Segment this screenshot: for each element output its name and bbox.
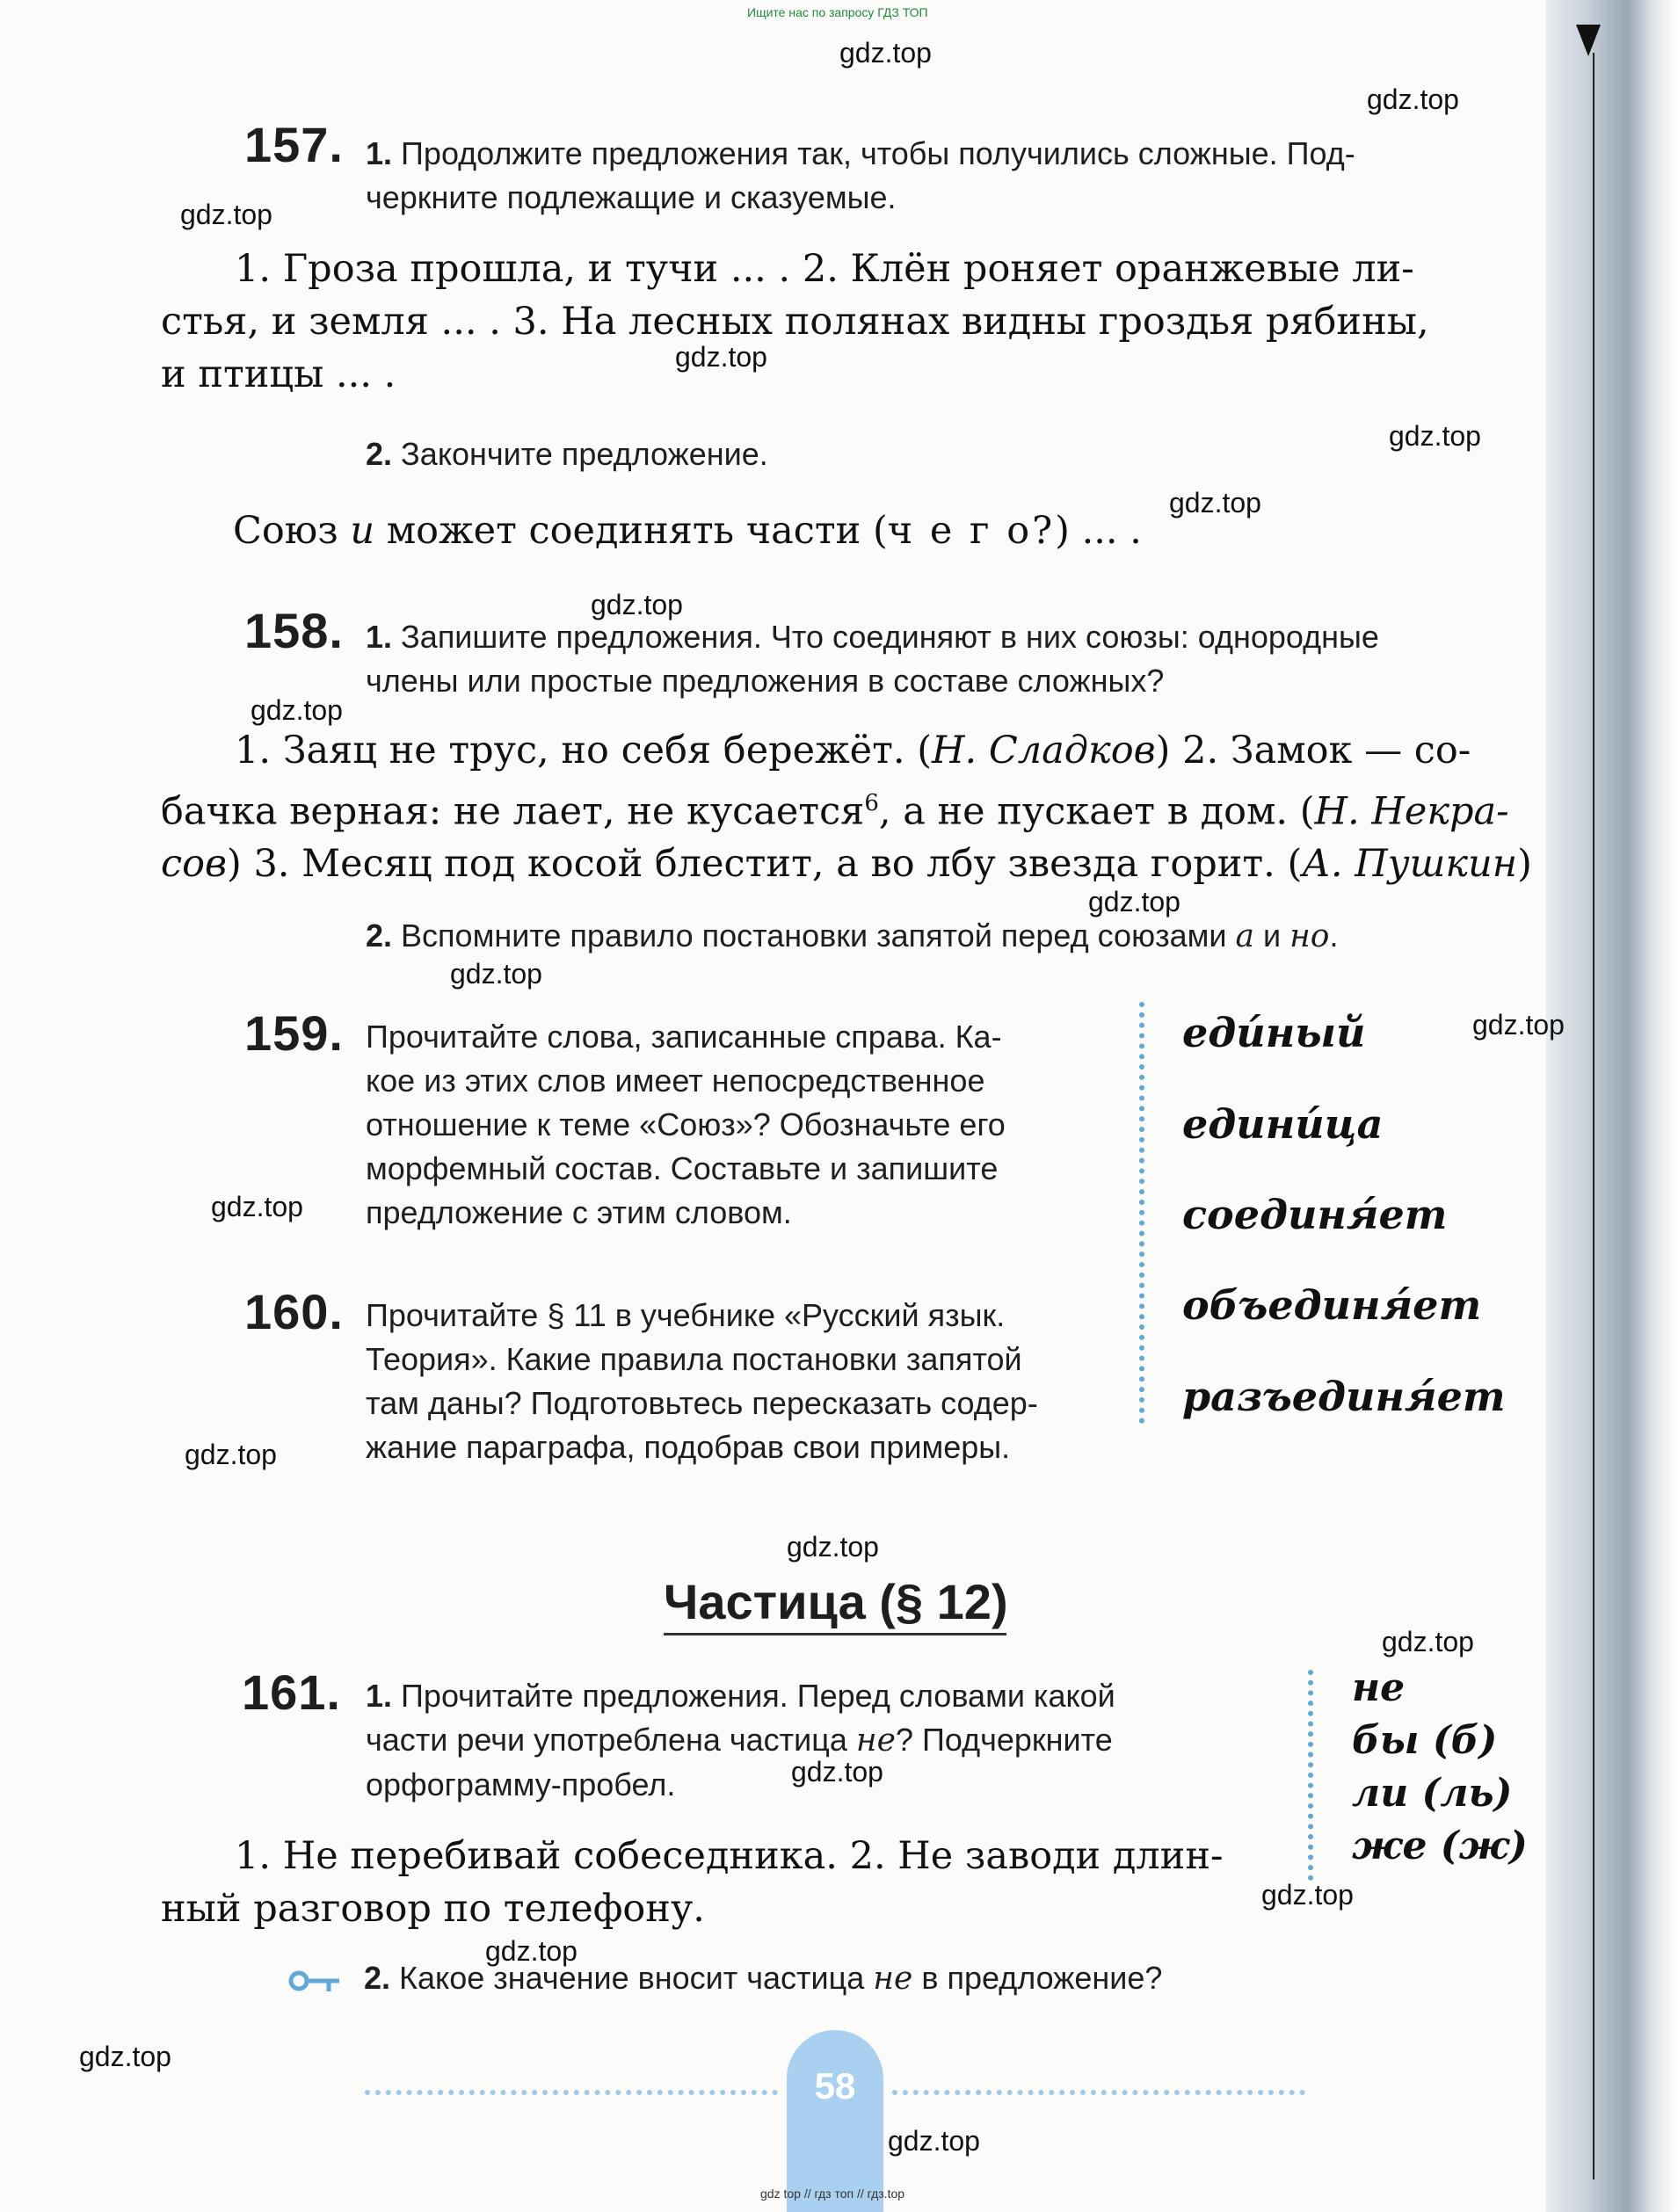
task-text: Запишите предложения. Что соединяют в них союзы: однородные	[401, 619, 1379, 655]
author: сов	[161, 842, 227, 887]
exercise-158-task-2	[366, 914, 1338, 959]
text-part: ) 3. Месяц под косой блестит, а во лбу звезда горит. (	[227, 842, 1303, 887]
text-line: 1. Не перебивай собеседника. 2. Не заводи длин-	[235, 1834, 1224, 1878]
task-text: отношение к теме «Союз»? Обозначьте его	[366, 1106, 1006, 1142]
text-line	[161, 777, 1532, 838]
exercise-number: 157.	[244, 117, 344, 172]
word-item: еди́ный	[1182, 1009, 1366, 1056]
section-title: Частица (§ 12)	[664, 1574, 1008, 1629]
word-item: объединя́ет	[1182, 1281, 1482, 1329]
task-number: 1.	[366, 1678, 393, 1714]
watermark: gdz.top	[211, 1191, 303, 1222]
exercise-158-task-1	[366, 615, 1517, 703]
task-text: Закончите предложение.	[401, 436, 768, 472]
exercise-number: 159.	[244, 1005, 344, 1061]
top-banner: Ищите нас по запросу ГДЗ ТОП	[747, 5, 928, 19]
author: Н. Сладков	[932, 729, 1156, 772]
key-icon	[288, 1965, 341, 1997]
task-text: но	[1289, 918, 1330, 954]
watermark: gdz.top	[1367, 83, 1459, 115]
text-line	[161, 724, 1532, 777]
text-part: , а не пускает в дом. (	[878, 789, 1315, 834]
bottom-note: gdz top // гдз топ // гдз.top	[760, 2187, 905, 2201]
task-text: Вспомните правило постановки запятой перед союзами	[401, 917, 1236, 954]
sentence-part: может соединять части (	[374, 509, 888, 553]
page-edge-line	[1593, 53, 1594, 2179]
task-text: Какое значение вносит частица	[399, 1960, 874, 1996]
task-text: Прочитайте слова, записанные справа. Ка-	[366, 1019, 1002, 1055]
watermark: gdz.top	[1389, 420, 1481, 452]
task-text: жание параграфа, подобрав свои примеры.	[366, 1429, 1011, 1465]
watermark: gdz.top	[1472, 1009, 1565, 1041]
watermark: gdz.top	[791, 1756, 883, 1788]
word-item: разъединя́ет	[1182, 1373, 1506, 1420]
watermark: gdz.top	[839, 37, 932, 69]
page-number-tab	[787, 2030, 883, 2212]
task-text: Прочитайте предложения. Перед словами какой	[401, 1678, 1115, 1714]
text-part: )	[1517, 842, 1532, 887]
corner-mark	[1576, 25, 1601, 56]
watermark: gdz.top	[888, 2125, 980, 2157]
task-number: 2.	[366, 917, 393, 954]
page-edge-shadow	[1546, 0, 1678, 2212]
task-text: орфограмму-пробел.	[366, 1766, 676, 1802]
task-text: не	[855, 1722, 896, 1759]
text-line: 1. Гроза прошла, и тучи ... . 2. Клён роняет оранжевые ли-	[235, 247, 1414, 291]
exercise-160-task	[366, 1294, 1104, 1469]
word-item: едини́ца	[1182, 1100, 1384, 1148]
exercise-number: 158.	[244, 603, 344, 658]
text-line	[161, 838, 1532, 890]
task-text: и	[1253, 917, 1290, 954]
task-text: Продолжите предложения так, чтобы получились сложные. Под-	[401, 135, 1355, 171]
exercise-161-text	[161, 1830, 1286, 1935]
exercise-161-task-1	[366, 1674, 1260, 1807]
watermark: gdz.top	[180, 199, 272, 230]
watermark: gdz.top	[1261, 1879, 1354, 1911]
watermark: gdz.top	[450, 958, 542, 990]
exercise-161-task-2	[364, 1956, 1162, 2001]
watermark: gdz.top	[1169, 487, 1261, 519]
task-number: 2.	[366, 436, 393, 472]
task-text: не	[873, 1961, 913, 1997]
task-number: 2.	[364, 1960, 391, 1996]
exercise-157-sentence	[233, 504, 1142, 557]
text-line: и птицы ... .	[161, 352, 396, 396]
watermark: gdz.top	[787, 1531, 879, 1563]
exercise-159-task	[366, 1015, 1104, 1235]
sentence-part: ) ... .	[1055, 509, 1142, 553]
exercise-157-task-2	[366, 432, 768, 476]
sentence-part: ч е г о?	[887, 509, 1056, 553]
exercise-157-text	[161, 243, 1523, 401]
task-line	[366, 1718, 1260, 1763]
watermark: gdz.top	[485, 1935, 577, 1967]
watermark: gdz.top	[675, 341, 767, 373]
text-line: ный разговор по телефону.	[161, 1887, 705, 1931]
footnote-mark: 6	[864, 790, 879, 816]
task-text: Теория». Какие правила постановки запятой	[366, 1341, 1022, 1377]
task-text: кое из этих слов имеет непосредственное	[366, 1062, 985, 1099]
watermark: gdz.top	[251, 694, 343, 726]
particle-item: не	[1352, 1665, 1406, 1710]
watermark: gdz.top	[185, 1439, 277, 1470]
author: Н. Некра-	[1314, 789, 1509, 834]
particle-item: ли (ль)	[1352, 1771, 1513, 1816]
text-part: ) 2. Замок — со-	[1155, 729, 1471, 772]
footer-dotted-line	[892, 2090, 1305, 2100]
task-text: члены или простые предложения в составе сложных?	[366, 663, 1165, 699]
exercise-number: 161.	[242, 1664, 341, 1720]
task-text: черкните подлежащие и сказуемые.	[366, 179, 897, 215]
task-text: а	[1235, 918, 1254, 954]
watermark: gdz.top	[591, 589, 683, 620]
dotted-divider	[1139, 1002, 1150, 1424]
footer-dotted-line	[365, 2090, 778, 2100]
author: А. Пушкин	[1302, 842, 1518, 887]
dotted-divider	[1308, 1670, 1318, 1881]
particle-item: бы (б)	[1352, 1718, 1498, 1763]
title-underline	[664, 1633, 1006, 1635]
task-line	[366, 1674, 1260, 1718]
text-part: бачка верная: не лает, не кусается	[161, 789, 865, 834]
task-text: морфемный состав. Составьте и запишите	[366, 1150, 999, 1186]
page-number: 58	[814, 2065, 856, 2107]
task-text: предложение с этим словом.	[366, 1194, 792, 1230]
task-text: ? Подчеркните	[895, 1722, 1113, 1758]
text-part: 1. Заяц не трус, но себя бережёт. (	[235, 729, 933, 772]
exercise-number: 160.	[244, 1284, 344, 1339]
task-text: части речи употреблена частица	[366, 1722, 856, 1758]
task-number: 1.	[366, 135, 393, 171]
watermark: gdz.top	[1382, 1626, 1474, 1657]
word-item: соединя́ет	[1182, 1191, 1448, 1238]
task-text: в предложение?	[912, 1960, 1163, 1996]
task-number: 1.	[366, 619, 393, 655]
text-line: стья, и земля ... . 3. На лесных полянах видны гроздья рябины,	[161, 300, 1429, 344]
task-text: там даны? Подготовьтесь пересказать содер-	[366, 1385, 1038, 1421]
particle-item: же (ж)	[1352, 1824, 1528, 1868]
task-text: .	[1329, 917, 1339, 954]
watermark: gdz.top	[79, 2041, 171, 2072]
sentence-part: и	[350, 509, 375, 553]
exercise-158-text	[161, 724, 1532, 890]
sentence-part: Союз	[233, 509, 351, 553]
exercise-157-task-1	[366, 132, 1517, 220]
task-text: Прочитайте § 11 в учебнике «Русский язык.	[366, 1297, 1006, 1333]
watermark: gdz.top	[1088, 886, 1180, 917]
